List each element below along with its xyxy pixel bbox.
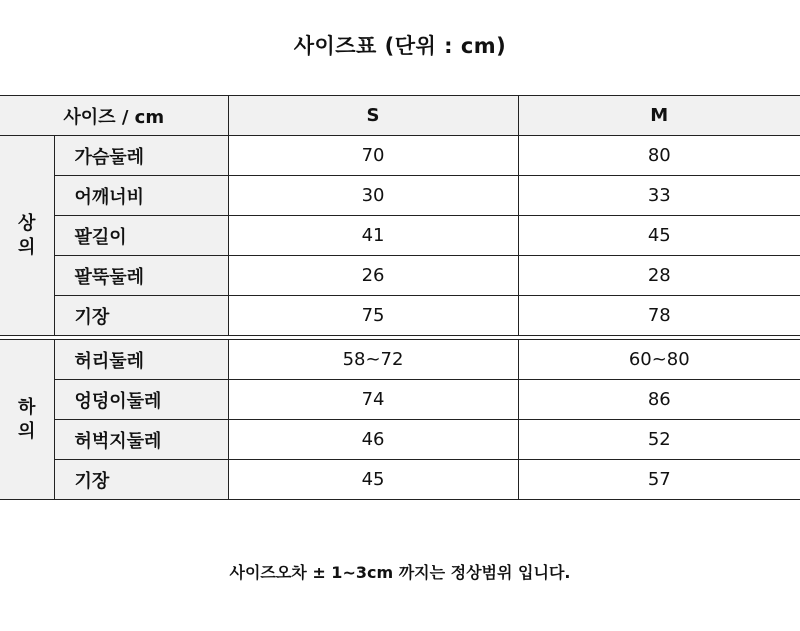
row-label: 가슴둘레	[54, 136, 228, 176]
cell-s: 74	[228, 380, 518, 420]
cell-s: 46	[228, 420, 518, 460]
header-size-m: M	[518, 96, 800, 136]
row-label: 엉덩이둘레	[54, 380, 228, 420]
cell-s: 41	[228, 216, 518, 256]
row-label: 허벅지둘레	[54, 420, 228, 460]
row-label: 기장	[54, 460, 228, 500]
table-row	[0, 136, 800, 176]
table-row	[0, 256, 800, 296]
header-size-s: S	[228, 96, 518, 136]
cell-s: 70	[228, 136, 518, 176]
page-title: 사이즈표 (단위 : cm)	[293, 34, 507, 58]
cell-s: 45	[228, 460, 518, 500]
row-label: 허리둘레	[54, 340, 228, 380]
table-header-row	[0, 96, 800, 136]
cell-m: 45	[518, 216, 800, 256]
tolerance-note: 사이즈오차 ± 1~3cm 까지는 정상범위 입니다.	[229, 563, 571, 582]
table-row	[0, 420, 800, 460]
table-row	[0, 216, 800, 256]
cell-m: 80	[518, 136, 800, 176]
cell-m: 86	[518, 380, 800, 420]
header-size-unit: 사이즈 / cm	[0, 96, 228, 136]
cell-s: 30	[228, 176, 518, 216]
row-label: 팔길이	[54, 216, 228, 256]
table-row	[0, 340, 800, 380]
cell-m: 52	[518, 420, 800, 460]
cell-m: 57	[518, 460, 800, 500]
row-label: 기장	[54, 296, 228, 336]
group-top-label: 상 의	[0, 136, 54, 336]
group-bottom-label: 하 의	[0, 340, 54, 500]
row-label: 어깨너비	[54, 176, 228, 216]
cell-m: 33	[518, 176, 800, 216]
table-row	[0, 176, 800, 216]
table-row	[0, 460, 800, 500]
cell-s: 75	[228, 296, 518, 336]
size-chart-table	[0, 95, 800, 500]
table-row	[0, 380, 800, 420]
cell-s: 58~72	[228, 340, 518, 380]
cell-s: 26	[228, 256, 518, 296]
table-row	[0, 296, 800, 336]
cell-m: 78	[518, 296, 800, 336]
cell-m: 60~80	[518, 340, 800, 380]
cell-m: 28	[518, 256, 800, 296]
row-label: 팔뚝둘레	[54, 256, 228, 296]
